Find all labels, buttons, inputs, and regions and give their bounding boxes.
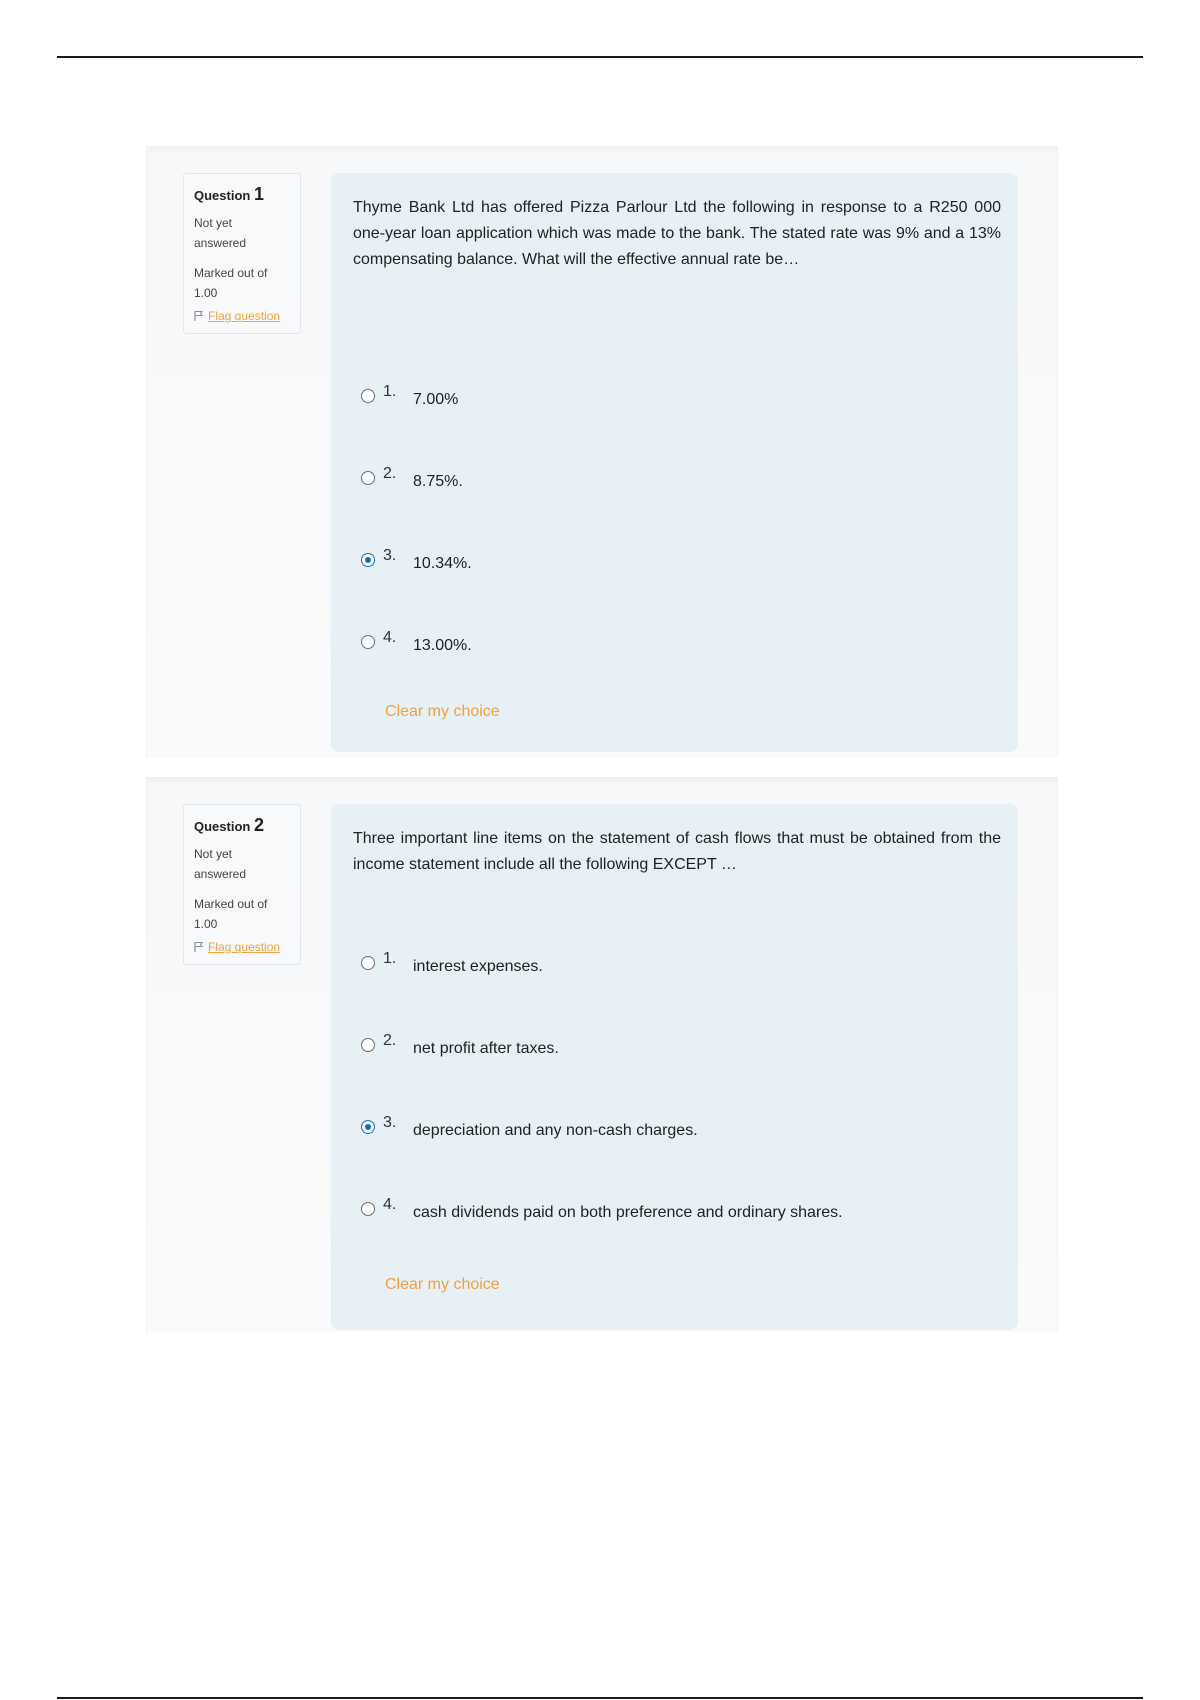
clear-choice-link[interactable]: Clear my choice (385, 703, 500, 720)
question-info (183, 804, 301, 965)
question-number (194, 815, 300, 836)
answer-number: 3. (383, 547, 397, 564)
answer-option-4[interactable] (361, 629, 981, 655)
question-info (183, 173, 301, 334)
radio-icon[interactable] (361, 635, 375, 649)
answer-option-3[interactable] (361, 547, 981, 573)
answer-option-1[interactable] (361, 950, 981, 976)
answer-number: 3. (383, 1114, 397, 1131)
answer-number: 1. (383, 950, 397, 967)
answer-number: 1. (383, 383, 397, 400)
radio-icon[interactable] (361, 1202, 375, 1216)
radio-icon[interactable] (361, 956, 375, 970)
answer-option-2[interactable] (361, 465, 981, 491)
answer-option-1[interactable] (361, 383, 981, 409)
question-1 (146, 146, 1058, 758)
question-2 (146, 777, 1058, 1332)
answer-text: 10.34%. (413, 555, 472, 572)
answer-number: 4. (383, 629, 397, 646)
answer-text: interest expenses. (413, 958, 543, 975)
bottom-rule (57, 1697, 1143, 1699)
answer-number: 2. (383, 465, 397, 482)
answer-option-3[interactable] (361, 1114, 981, 1140)
flag-question-link[interactable] (194, 940, 300, 954)
question-content (331, 173, 1018, 752)
answer-text: 13.00%. (413, 637, 472, 654)
question-text: Thyme Bank Ltd has offered Pizza Parlour Ltd the following in response to a R250 000 one-year loan application which was made to the bank. The stated rate was 9% and a 13% compensating balance. What will the effective annual rate be… (353, 199, 1001, 268)
radio-icon[interactable] (361, 389, 375, 403)
flag-icon (194, 941, 204, 953)
answer-option-2[interactable] (361, 1032, 981, 1058)
answer-text: 7.00% (413, 391, 459, 408)
radio-icon-selected[interactable] (361, 1120, 375, 1134)
question-number (194, 184, 300, 205)
answer-text: depreciation and any non-cash charges. (413, 1122, 698, 1139)
question-state: Not yet answered (194, 847, 247, 881)
flag-question-label: Flag question (208, 309, 281, 323)
question-number-value: 1 (253, 184, 264, 204)
answer-text: cash dividends paid on both preference and ordinary shares. (413, 1204, 843, 1221)
answer-option-4[interactable] (361, 1196, 981, 1222)
question-grade: Marked out of 1.00 (194, 897, 268, 931)
top-rule (57, 56, 1143, 58)
question-grade: Marked out of 1.00 (194, 266, 268, 300)
question-content (331, 804, 1018, 1330)
answer-text: 8.75%. (413, 473, 463, 490)
radio-icon[interactable] (361, 1038, 375, 1052)
flag-icon (194, 310, 204, 322)
question-text: Three important line items on the statement of cash flows that must be obtained from the income statement include all the following EXCEPT … (353, 830, 1001, 873)
question-label: Question (194, 188, 251, 203)
radio-icon[interactable] (361, 471, 375, 485)
flag-question-label: Flag question (208, 940, 281, 954)
question-state: Not yet answered (194, 216, 247, 250)
clear-choice-link[interactable]: Clear my choice (385, 1276, 500, 1293)
answer-text: net profit after taxes. (413, 1040, 559, 1057)
radio-icon-selected[interactable] (361, 553, 375, 567)
flag-question-link[interactable] (194, 309, 300, 323)
answer-number: 2. (383, 1032, 397, 1049)
question-label: Question (194, 819, 251, 834)
question-number-value: 2 (253, 815, 264, 835)
answer-number: 4. (383, 1196, 397, 1213)
